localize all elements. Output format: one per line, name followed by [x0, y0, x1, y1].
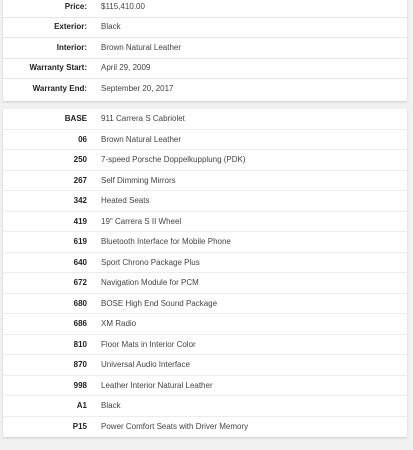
exterior-label: Exterior:	[54, 22, 87, 32]
option-code: 998	[73, 380, 87, 390]
summary-row-interior	[3, 38, 407, 59]
price-value: $115,410.00	[101, 1, 145, 11]
option-row	[3, 273, 407, 294]
option-description: Universal Audio Interface	[101, 360, 190, 370]
option-row	[3, 191, 407, 212]
option-code: 640	[73, 257, 87, 267]
summary-row-warranty-end	[3, 79, 407, 100]
option-row	[3, 109, 407, 130]
interior-value: Brown Natural Leather	[101, 42, 182, 52]
summary-row-price	[3, 0, 407, 18]
option-row	[3, 150, 407, 171]
option-row	[3, 212, 407, 233]
option-code: 619	[73, 237, 87, 247]
option-description: XM Radio	[101, 319, 137, 329]
option-description: Black	[101, 401, 121, 411]
option-description: Navigation Module for PCM	[101, 278, 199, 288]
option-row	[3, 396, 407, 417]
option-description: Brown Natural Leather	[101, 134, 182, 144]
option-description: Power Comfort Seats with Driver Memory	[101, 422, 249, 432]
option-description: 7-speed Porsche Doppelkupplung (PDK)	[101, 155, 246, 165]
warranty-start-value: April 29, 2009	[101, 63, 151, 73]
option-description: Self Dimming Mirrors	[101, 175, 176, 185]
option-description: Heated Seats	[101, 196, 150, 206]
option-code: BASE	[64, 114, 87, 124]
option-code: 870	[73, 360, 87, 370]
warranty-start-label: Warranty Start:	[29, 63, 87, 73]
option-description: Bluetooth Interface for Mobile Phone	[101, 237, 231, 247]
option-row	[3, 294, 407, 315]
price-label: Price:	[64, 1, 87, 11]
vehicle-summary-card	[3, 0, 407, 101]
option-code: 342	[73, 196, 87, 206]
options-list-card	[3, 109, 407, 437]
option-row	[3, 376, 407, 397]
option-code: 686	[73, 319, 87, 329]
option-description: Sport Chrono Package Plus	[101, 257, 200, 267]
option-row	[3, 335, 407, 356]
interior-label: Interior:	[56, 42, 87, 52]
option-description: Floor Mats in Interior Color	[101, 339, 196, 349]
option-row	[3, 355, 407, 376]
warranty-end-value: September 20, 2017	[101, 84, 174, 94]
option-code: 810	[73, 339, 87, 349]
option-code: A1	[76, 401, 87, 411]
option-description: 911 Carrera S Cabriolet	[101, 114, 185, 124]
warranty-end-label: Warranty End:	[32, 84, 87, 94]
option-code: 672	[73, 278, 87, 288]
option-row	[3, 417, 407, 438]
option-code: 680	[73, 298, 87, 308]
option-row	[3, 253, 407, 274]
option-description: Leather Interior Natural Leather	[101, 380, 213, 390]
option-code: 250	[73, 155, 87, 165]
option-row	[3, 171, 407, 192]
option-code: 06	[78, 134, 87, 144]
option-row	[3, 314, 407, 335]
option-code: 267	[73, 175, 87, 185]
option-row	[3, 232, 407, 253]
option-row	[3, 130, 407, 151]
summary-row-exterior	[3, 18, 407, 39]
option-code: P15	[72, 422, 87, 432]
option-code: 419	[73, 216, 87, 226]
option-description: 19" Carrera S II Wheel	[101, 216, 182, 226]
option-description: BOSE High End Sound Package	[101, 298, 218, 308]
exterior-value: Black	[101, 22, 121, 32]
summary-row-warranty-start	[3, 59, 407, 80]
